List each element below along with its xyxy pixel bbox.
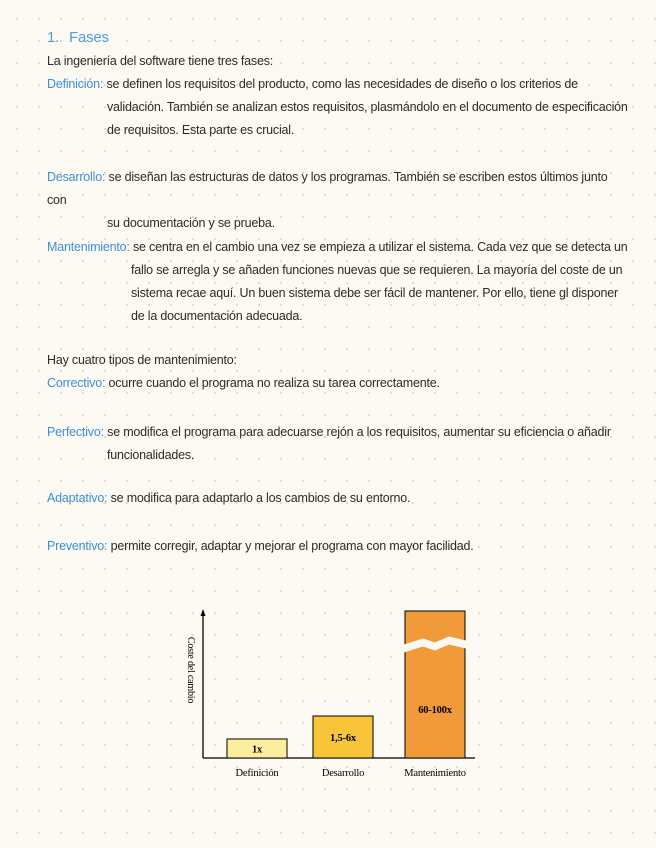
y-axis-arrow: [201, 609, 206, 616]
phase-term: Mantenimiento:: [47, 240, 130, 254]
phase-text: se centra en el cambio una vez se empieza a utilizar el sistema. Cada vez que se detecta un: [132, 240, 628, 254]
phase-definicion: [47, 73, 628, 142]
cost-of-change-chart: [170, 600, 490, 790]
phase-text: se definen los requisitos del producto, como las necesidades de diseño o los criterios de: [106, 77, 578, 91]
bar-mantenimiento: [405, 611, 465, 758]
section-heading: [47, 29, 109, 46]
phase-term: Desarrollo:: [47, 170, 106, 184]
phase-mantenimiento: [47, 236, 628, 328]
maint-preventivo: [47, 535, 628, 558]
maint-text: se modifica para adaptarlo a los cambios de su entorno.: [110, 491, 411, 505]
phase-text-continued: validación. También se analizan estos requisitos, plasmándolo en el documento de especificación de requisitos. Esta parte es crucial.: [107, 100, 628, 137]
maintenance-intro: [47, 349, 628, 372]
maint-text: ocurre cuando el programa no realiza su tarea correctamente.: [108, 376, 440, 390]
intro-paragraph: [47, 50, 628, 73]
phase-term: Definición:: [47, 77, 104, 91]
chart-bars: [227, 611, 466, 779]
bar-value-label: 1,5-6x: [330, 733, 356, 744]
maintenance-intro-text: Hay cuatro tipos de mantenimiento:: [47, 353, 237, 367]
category-label: Desarrollo: [321, 768, 365, 779]
section-number: 1.: [47, 29, 60, 46]
maint-text-continued: funcionalidades.: [107, 448, 195, 462]
phase-text: se diseñan las estructuras de datos y los programas. También se escriben estos últimos junto con: [47, 170, 608, 207]
category-label: Mantenimiento: [404, 768, 466, 779]
maint-term: Correctivo:: [47, 376, 106, 390]
maint-text: permite corregir, adaptar y mejorar el programa con mayor facilidad.: [110, 539, 474, 553]
maint-term: Perfectivo:: [47, 425, 104, 439]
maint-term: Preventivo:: [47, 539, 108, 553]
maint-term: Adaptativo:: [47, 491, 108, 505]
phase-text-continued: su documentación y se prueba.: [107, 216, 275, 230]
intro-text: La ingeniería del software tiene tres fases:: [47, 54, 274, 68]
section-title: Fases: [69, 29, 109, 46]
maint-adaptativo: [47, 487, 628, 510]
maint-text: se modifica el programa para adecuarse rejón a los requisitos, aumentar su eficiencia o añadir: [107, 425, 611, 439]
y-axis-label: Coste del cambio: [185, 636, 196, 704]
bar-value-label: 1x: [251, 744, 263, 756]
bar-value-label: 60-100x: [418, 705, 452, 716]
phase-desarrollo: [47, 166, 628, 235]
category-label: Definición: [235, 768, 279, 779]
phase-text-continued: fallo se arregla y se añaden funciones nuevas que se requieren. La mayoría del coste de un sistema recae aquí. Un buen sistema debe ser fácil de mantener. Por ello, tiene gl disponer de la documentación adecuada.: [131, 263, 623, 323]
maint-correctivo: [47, 372, 628, 395]
maint-perfectivo: [47, 421, 628, 467]
